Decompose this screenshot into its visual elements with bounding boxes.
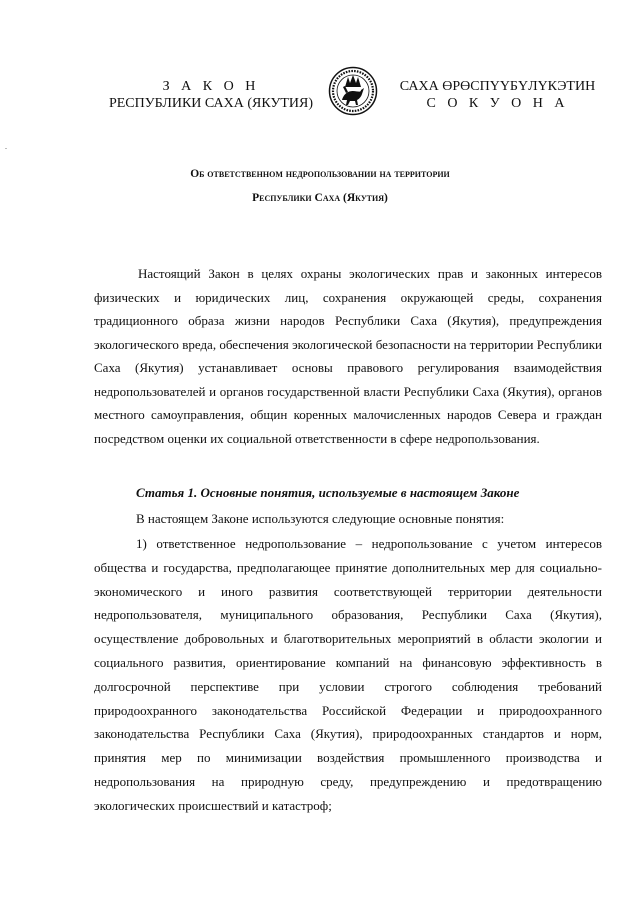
header-left [100, 78, 322, 112]
header-right [395, 78, 600, 112]
header-right-title: САХА ӨРӨСПҮҮБҮЛҮКЭТИН [399, 79, 596, 94]
coat-of-arms-icon [328, 66, 378, 116]
header-right-subtitle: С О К У О Н А [426, 96, 569, 111]
margin-mark [5, 148, 7, 149]
preamble-paragraph: Настоящий Закон в целях охраны экологических прав и законных интересов физических и юридических лиц, сохранения окружающей среды, сохранения традиционного образа жизни народов Республики Саха (Якутия), предупреждения экологического вреда, обеспечения экологической безопасности на территории Республики Саха (Якутия) устанавливает основы правового регулирования взаимодействия недропользователей и органов государственной власти Республики Саха (Якутия), органов местного самоуправления, общин коренных малочисленных народов Севера и граждан посредством оценки их социальной ответственности в сфере недропользования. [94, 266, 602, 446]
article-1-heading: Статья 1. Основные понятия, используемые в настоящем Законе [136, 485, 520, 500]
header-left-subtitle: РЕСПУБЛИКИ САХА (ЯКУТИЯ) [108, 96, 314, 111]
header-left-title: З А К О Н [162, 79, 260, 94]
article-1-item-1: 1) ответственное недропользование – недропользование с учетом интересов общества и государства, предполагающее принятие дополнительных мер для социально-экономического и иного развития соответствующей территории деятельности недропользователя, муниципального образования, Республики Саха (Якутия), осуществление добровольных и благотворительных мероприятий в области экологии и социального развития, ориентирование компаний на финансовую эффективность в долгосрочной перспективе при условии строгого соблюдения требований природоохранного законодательства Российской Федерации и природоохранного законодательства Республики Саха (Якутия), природоохранных стандартов и норм, принятия мер по минимизации воздействия промышленного производства и недропользования на природную среду, предупреждению и предотвращению экологических происшествий и катастроф; [94, 536, 602, 813]
law-title-line2: Республики Саха (Якутия) [252, 192, 388, 204]
article-1-intro: В настоящем Законе используются следующие основные понятия: [136, 511, 505, 526]
law-title-line1: Об ответственном недропользовании на территории [190, 168, 450, 180]
